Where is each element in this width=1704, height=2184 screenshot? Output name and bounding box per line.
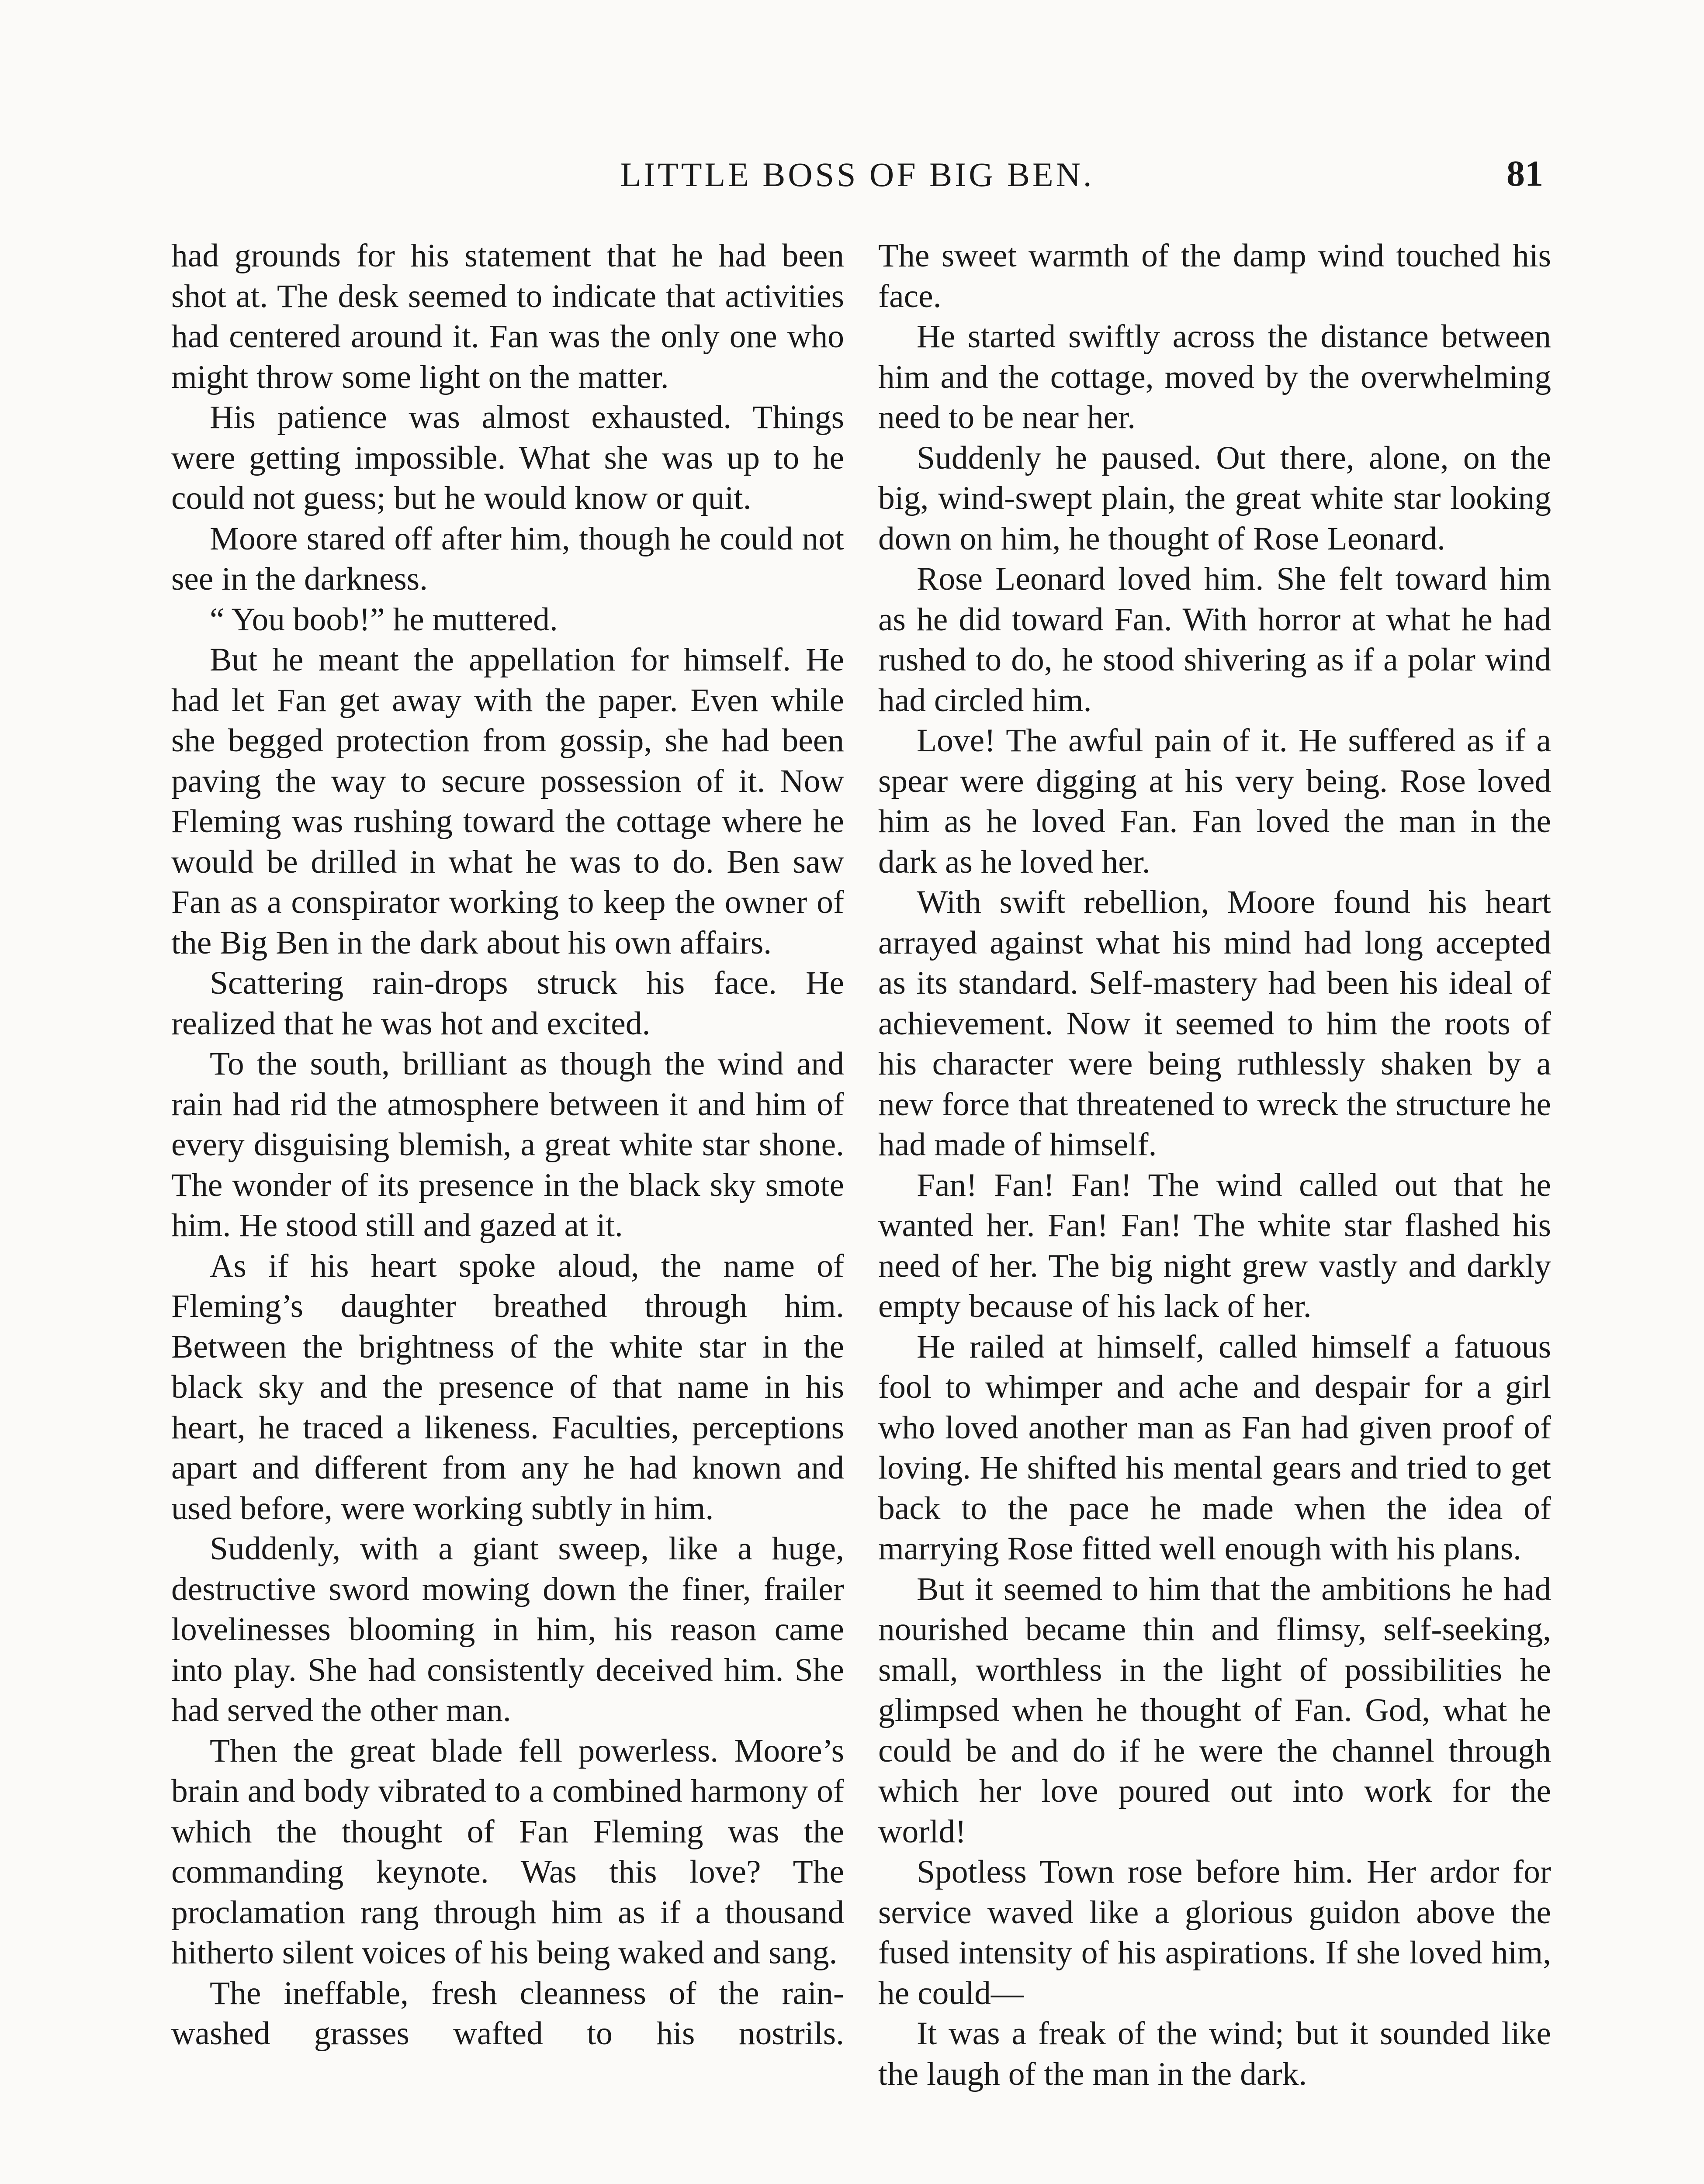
right-column [878, 236, 1551, 2094]
paragraph: But he meant the appellation for himself. He had let Fan get away with the paper. Even while she begged protection from gossip, she had been paving the way to secure possession of it. Now Fleming was rushing toward the cottage where he would be drilled in what he was to do. Ben saw Fan as a conspirator working to keep the owner of the Big Ben in the dark about his own affairs. [171, 642, 844, 961]
page-header [171, 155, 1543, 203]
paragraph: Moore stared off after him, though he could not see in the darkness. [171, 520, 844, 597]
paragraph: The ineffable, fresh cleanness of the rain-washed grasses wafted to his nostrils. [171, 1975, 844, 2052]
paragraph: He railed at himself, called himself a fatuous fool to whimper and ache and despair for a girl who loved another man as Fan had given proof of loving. He shifted his mental gears and tried to get back to the pace he made when the idea of marrying Rose fitted well enough with his plans. [878, 1328, 1551, 1567]
paragraph: Love! The awful pain of it. He suffered as if a spear were digging at his very being. Rose loved him as he loved Fan. Fan loved the man in the dark as he loved her. [878, 722, 1551, 880]
paragraph: Suddenly, with a giant sweep, like a huge, destructive sword mowing down the finer, frailer lovelinesses blooming in him, his reason came into play. She had consistently deceived him. She had served the other man. [171, 1531, 844, 1728]
paragraph: Spotless Town rose before him. Her ardor for service waved like a glorious guidon above the fused intensity of his aspirations. If she loved him, he could— [878, 1854, 1551, 2011]
paragraph: Scattering rain-drops struck his face. He realized that he was hot and excited. [171, 965, 844, 1042]
paragraph: With swift rebellion, Moore found his heart arrayed against what his mind had long accepted as its standard. Self-mastery had been his ideal of achievement. Now it seemed to him the roots of his character were being ruthlessly shaken by a new force that threatened to wreck the structure he had made of himself. [878, 884, 1551, 1163]
paragraph: Suddenly he paused. Out there, alone, on the big, wind-swept plain, the great white star looking down on him, he thought of Rose Leonard. [878, 439, 1551, 557]
paragraph: Then the great blade fell powerless. Moore’s brain and body vibrated to a combined harmony of which the thought of Fan Fleming was the commanding keynote. Was this love? The proclamation rang through him as if a thousand hitherto silent voices of his being waked and sang. [171, 1732, 844, 1971]
paragraph: had grounds for his statement that he had been shot at. The desk seemed to indicate that activities had centered around it. Fan was the only one who might throw some light on the matter. [171, 238, 844, 395]
page-number: 81 [1507, 153, 1543, 194]
paragraph: “ You boob!” he muttered. [210, 601, 558, 638]
paragraph: To the south, brilliant as though the wind and rain had rid the atmosphere between it and him of every disguising blemish, a great white star shone. The wonder of its presence in the black sky smote him. He stood still and gazed at it. [171, 1046, 844, 1244]
paragraph: It was a freak of the wind; but it sounded like the laugh of the man in the dark. [878, 2015, 1551, 2092]
paragraph: The sweet warmth of the damp wind touched his face. [878, 238, 1551, 314]
left-column [171, 236, 844, 2054]
running-title: LITTLE BOSS OF BIG BEN. [620, 156, 1094, 194]
paragraph: As if his heart spoke aloud, the name of Fleming’s daughter breathed through him. Between the brightness of the white star in the black sky and the presence of that name in his heart, he traced a likeness. Faculties, perceptions apart and different from any he had known and used before, were working subtly in him. [171, 1248, 844, 1527]
paragraph: Rose Leonard loved him. She felt toward him as he did toward Fan. With horror at what he had rushed to do, he stood shivering as if a polar wind had circled him. [878, 561, 1551, 719]
paragraph: Fan! Fan! Fan! The wind called out that he wanted her. Fan! Fan! The white star flashed his need of her. The big night grew vastly and darkly empty because of his lack of her. [878, 1167, 1551, 1324]
paragraph: He started swiftly across the distance between him and the cottage, moved by the overwhelming need to be near her. [878, 318, 1551, 435]
paragraph: But it seemed to him that the ambitions he had nourished became thin and flimsy, self-seeking, small, worthless in the light of possibilities he glimpsed when he thought of Fan. God, what he could be and do if he were the channel through which her love poured out into work for the world! [878, 1571, 1551, 1850]
paragraph: His patience was almost exhausted. Things were getting impossible. What she was up to he could not guess; but he would know or quit. [171, 399, 844, 516]
